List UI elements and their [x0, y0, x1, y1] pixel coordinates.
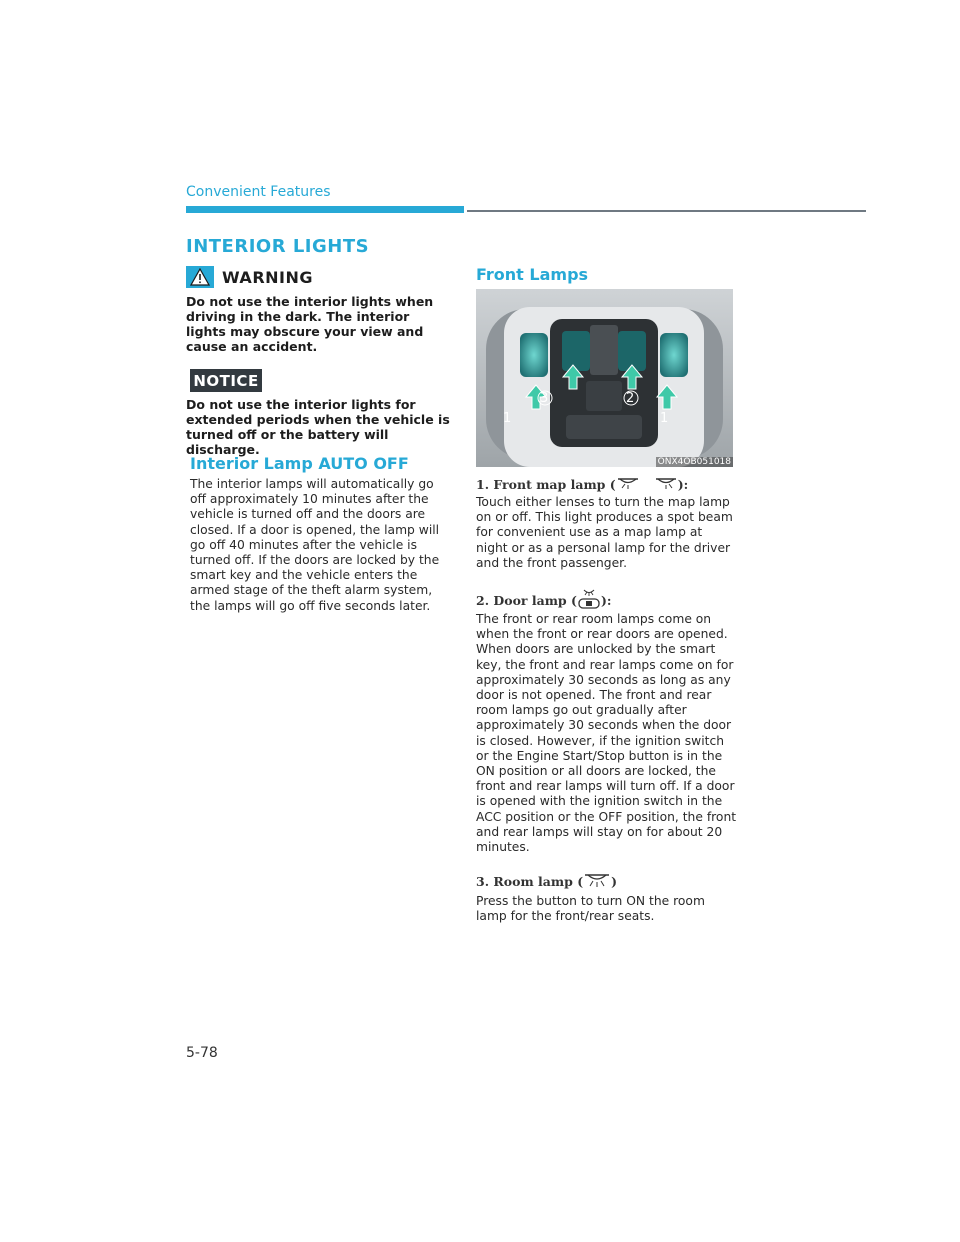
room-lamp-heading-suffix: ) [611, 874, 618, 889]
warning-triangle-icon [186, 266, 214, 288]
overhead-console-photo [476, 289, 733, 467]
map-lamp-left-icon [616, 476, 642, 493]
front-map-lamp-heading [476, 476, 688, 493]
header-rule-accent [186, 206, 464, 213]
auto-off-heading: Interior Lamp AUTO OFF [190, 454, 409, 473]
page-title: INTERIOR LIGHTS [186, 236, 370, 257]
front-map-lamp-text: Touch either lenses to turn the map lamp on or off. This light produces a spot beam for convenient use as a map lamp at night or as a personal lamp for the driver and the front passenger. [476, 495, 733, 570]
notice-text: Do not use the interior lights for extended periods when the vehicle is turned off or the battery will discharge. [186, 397, 450, 457]
page-number: 5-78 [186, 1045, 218, 1061]
notice-badge: NOTICE [190, 369, 262, 392]
warning-heading [186, 266, 313, 288]
front-map-lamp-heading-suffix: ): [677, 477, 689, 492]
door-lamp-heading-prefix: 2. Door lamp ( [476, 593, 577, 608]
door-lamp-heading [476, 588, 611, 613]
front-lamps-heading: Front Lamps [476, 265, 589, 284]
header-rule-thin [467, 210, 866, 212]
callout-2: 2 [626, 391, 635, 406]
warning-text: Do not use the interior lights when driving in the dark. The interior lights may obscure your view and cause an accident. [186, 294, 434, 354]
map-lamp-right-icon [652, 476, 678, 493]
door-lamp-heading-suffix: ): [600, 593, 612, 608]
running-header: Convenient Features [186, 184, 331, 200]
room-lamp-icon [583, 872, 611, 891]
front-map-lamp-heading-prefix: 1. Front map lamp ( [476, 477, 616, 492]
callout-1-right: 1 [660, 411, 669, 426]
door-lamp-icon [577, 588, 601, 613]
callout-3: 3 [540, 391, 549, 406]
auto-off-text: The interior lamps will automatically go off approximately 10 minutes after the vehicle is turned off and the doors are closed. If a door is opened, the lamp will go off 40 minutes after the vehicle is turned off. If the doors are locked by the smart key and the vehicle enters the armed stage of the theft alarm system, the lamps will go off five seconds later. [190, 477, 440, 613]
callout-1-left: 1 [503, 411, 512, 426]
room-lamp-heading-prefix: 3. Room lamp ( [476, 874, 584, 889]
room-lamp-text: Press the button to turn ON the room lamp for the front/rear seats. [476, 894, 705, 924]
warning-label: WARNING [222, 267, 313, 287]
door-lamp-text: The front or rear room lamps come on when the front or rear doors are opened. When doors are unlocked by the smart key, the front and rear lamps come on for approximately 30 seconds as long as any door is not opened. The front and rear room lamps go out gradually after approximately 30 seconds when the door is closed. However, if the ignition switch or the Engine Start/Stop button is in the ON position or all doors are locked, the front and rear lamps will turn off. If a door is opened with the ignition switch in the ACC position or the OFF position, the front and rear lamps will stay on for about 20 minutes. [476, 612, 737, 855]
image-caption: ONX4OB051018 [657, 457, 731, 467]
room-lamp-heading [476, 872, 617, 891]
